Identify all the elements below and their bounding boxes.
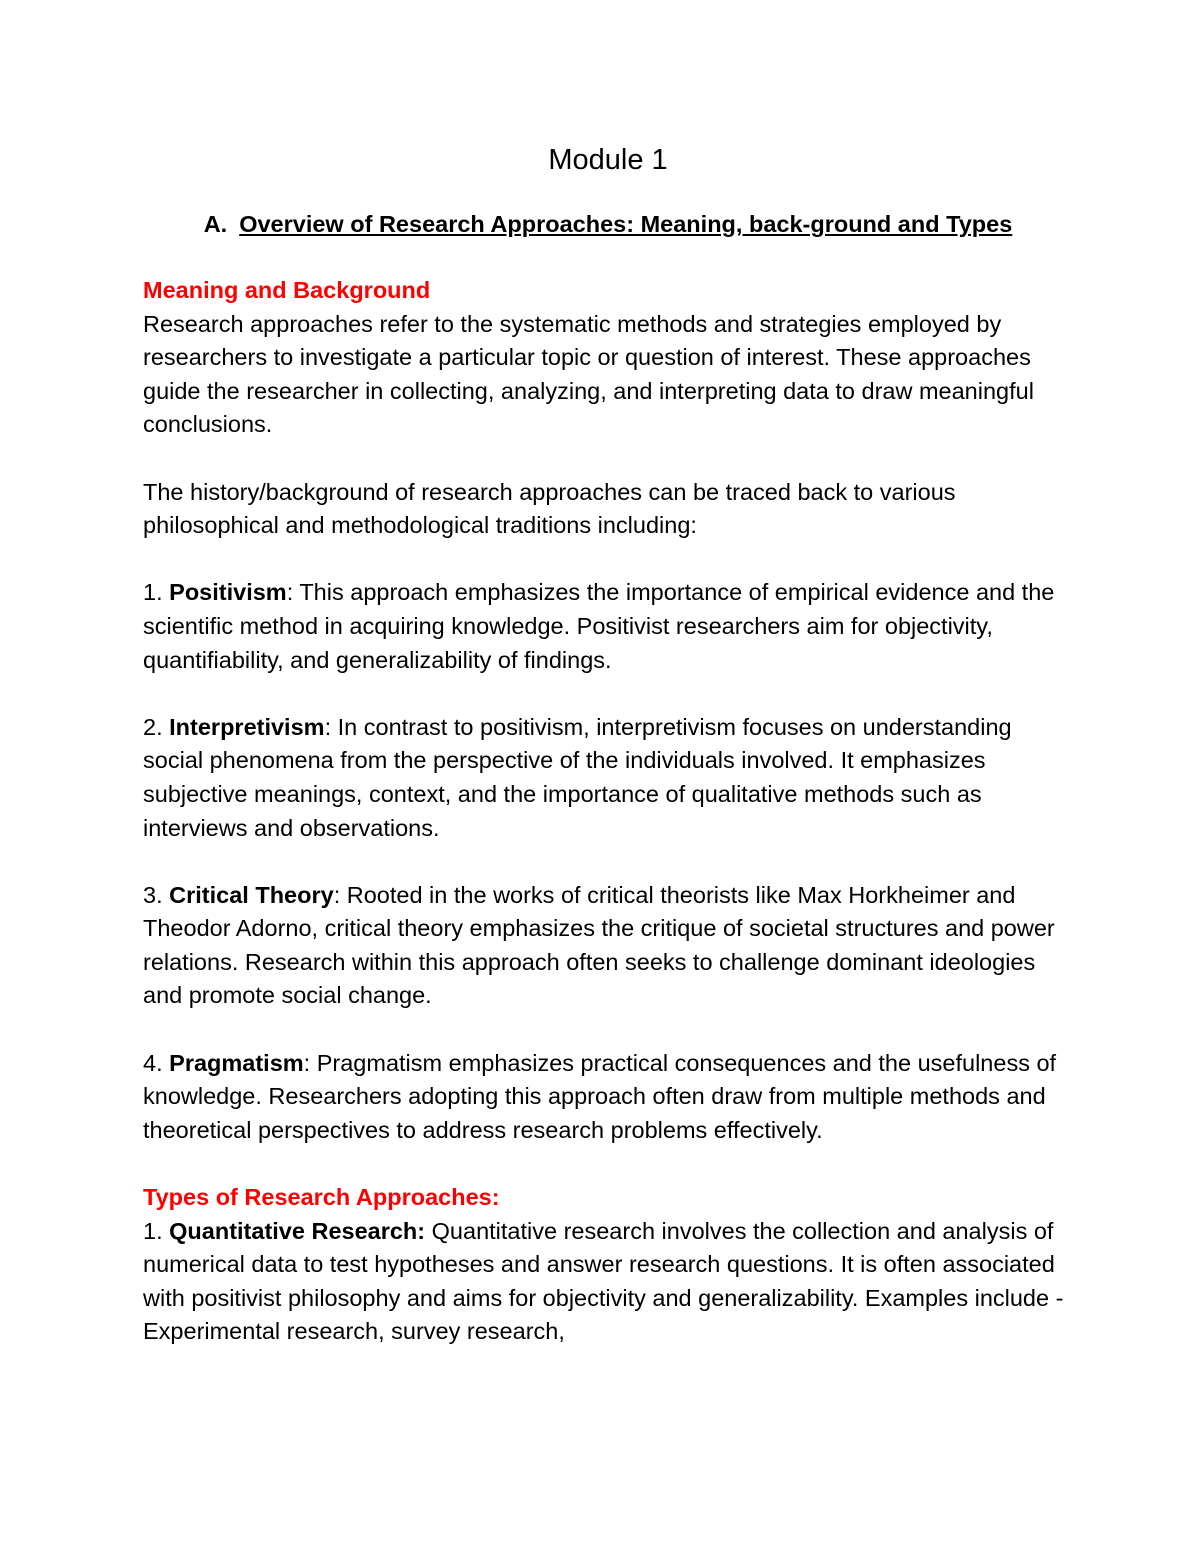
section-letter: A.	[203, 211, 228, 237]
tradition-text: : In contrast to positivism, interpretivism focuses on understanding social phenomena from the perspective of the individuals involved. It emphasizes subjective meanings, context, and the importance of qualitative methods such as interviews and observations.	[143, 713, 1012, 841]
tradition-item-critical-theory	[143, 879, 1073, 1013]
tradition-item-pragmatism	[143, 1047, 1073, 1148]
section-heading	[143, 208, 1073, 241]
type-item-quantitative	[143, 1215, 1073, 1349]
meaning-heading: Meaning and Background	[143, 277, 431, 303]
meaning-paragraph: Research approaches refer to the systematic methods and strategies employed by researchers to investigate a particular topic or question of interest. These approaches guide the researcher in collecting, analyzing, and interpreting data to draw meaningful conclusions.	[143, 310, 1034, 438]
tradition-label: Pragmatism	[169, 1049, 304, 1076]
page-title: Module 1	[548, 144, 668, 176]
tradition-number: 2.	[143, 713, 170, 740]
tradition-text: : Rooted in the works of critical theorists like Max Horkheimer and Theodor Adorno, critical theory emphasizes the critique of societal structures and power relations. Research within this approach often seeks to challenge dominant ideologies and promote social change.	[143, 881, 1055, 1009]
document-page	[143, 140, 1073, 1349]
tradition-label: Critical Theory	[169, 881, 334, 908]
tradition-number: 4.	[143, 1049, 170, 1076]
tradition-text: : This approach emphasizes the importance of empirical evidence and the scientific method in acquiring knowledge. Positivist researchers aim for objectivity, quantifiability, and generalizability of findings.	[143, 579, 1055, 673]
tradition-item-positivism	[143, 576, 1073, 677]
section-heading-text: Overview of Research Approaches: Meaning, back-ground and Types	[239, 211, 1013, 237]
tradition-item-interpretivism	[143, 711, 1073, 845]
type-number: 1.	[143, 1217, 170, 1244]
tradition-text: : Pragmatism emphasizes practical consequences and the usefulness of knowledge. Researchers adopting this approach often draw from multiple methods and theoretical perspectives to address research problems effectively.	[143, 1049, 1057, 1143]
tradition-label: Positivism	[169, 579, 287, 606]
type-text: Quantitative research involves the collection and analysis of numerical data to test hypotheses and answer research questions. It is often associated with positivist philosophy and aims for objectivity and generalizability. Examples include - Experimental research, survey research,	[143, 1217, 1064, 1345]
tradition-number: 1.	[143, 579, 170, 606]
type-label: Quantitative Research:	[169, 1217, 426, 1244]
tradition-number: 3.	[143, 881, 170, 908]
tradition-label: Interpretivism	[169, 713, 325, 740]
history-paragraph: The history/background of research approaches can be traced back to various philosophical and methodological traditions including:	[143, 478, 956, 539]
types-heading: Types of Research Approaches:	[143, 1184, 500, 1211]
